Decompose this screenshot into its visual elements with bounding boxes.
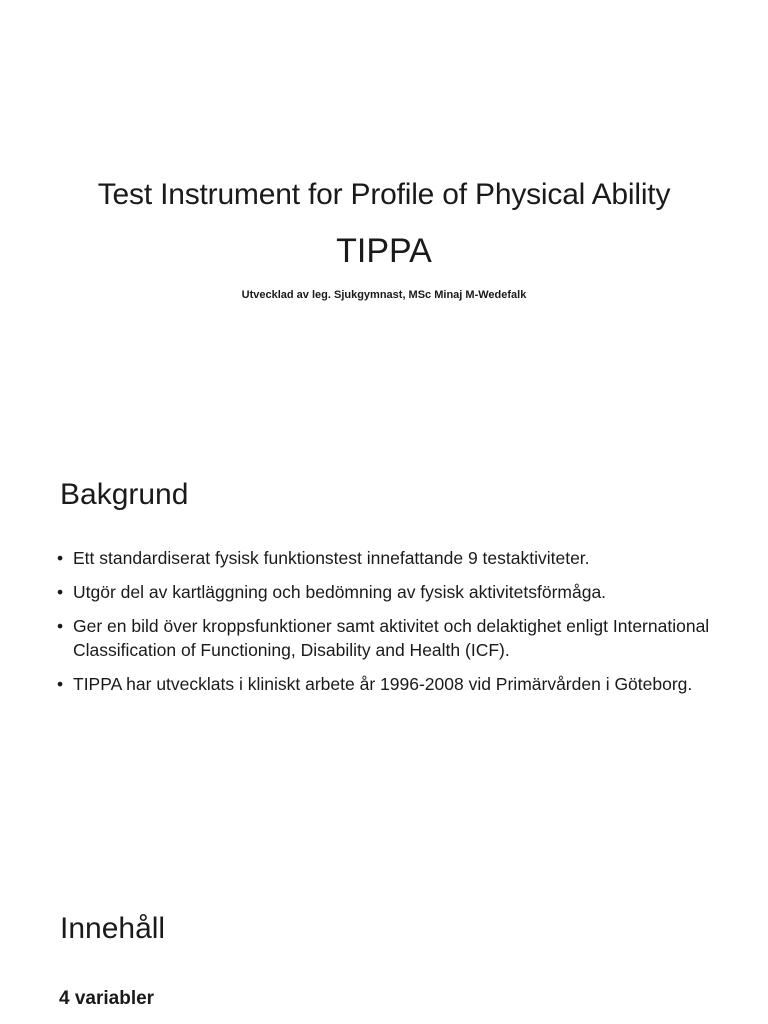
section-heading-innehall: Innehåll — [60, 912, 166, 945]
acronym-title: TIPPA — [336, 232, 432, 270]
bullet-text: Utgör del av kartläggning och bedömning av fysisk aktivitetsförmåga. — [73, 582, 607, 602]
innehall-slide — [0, 880, 768, 1024]
bullet-text: Ett standardiserat fysisk funktionstest innefattande 9 testaktiviteter. — [73, 548, 590, 568]
bullet-text: TIPPA har utvecklats i kliniskt arbete år 1996-2008 vid Primärvården i Göteborg. — [73, 674, 693, 694]
subheading-variables: 4 variabler — [59, 988, 155, 1009]
bullet-list — [56, 546, 716, 706]
list-item — [56, 546, 716, 570]
bullet-icon: • — [57, 674, 64, 694]
list-item — [56, 580, 716, 604]
list-item — [56, 672, 716, 696]
bullet-icon: • — [57, 582, 64, 602]
bullet-icon: • — [57, 548, 64, 568]
section-heading-bakgrund: Bakgrund — [60, 478, 189, 511]
bullet-text: Ger en bild över kroppsfunktioner samt aktivitet och delaktighet enligt International Classification of Functioning, Disability and Health (ICF). — [73, 616, 710, 660]
author-credit: Utvecklad av leg. Sjukgymnast, MSc Minaj M-Wedefalk — [241, 289, 527, 301]
bullet-icon: • — [57, 616, 64, 636]
bakgrund-slide — [0, 440, 768, 880]
list-item — [56, 614, 716, 662]
title-slide — [0, 0, 768, 440]
main-title: Test Instrument for Profile of Physical Ability — [97, 178, 671, 211]
